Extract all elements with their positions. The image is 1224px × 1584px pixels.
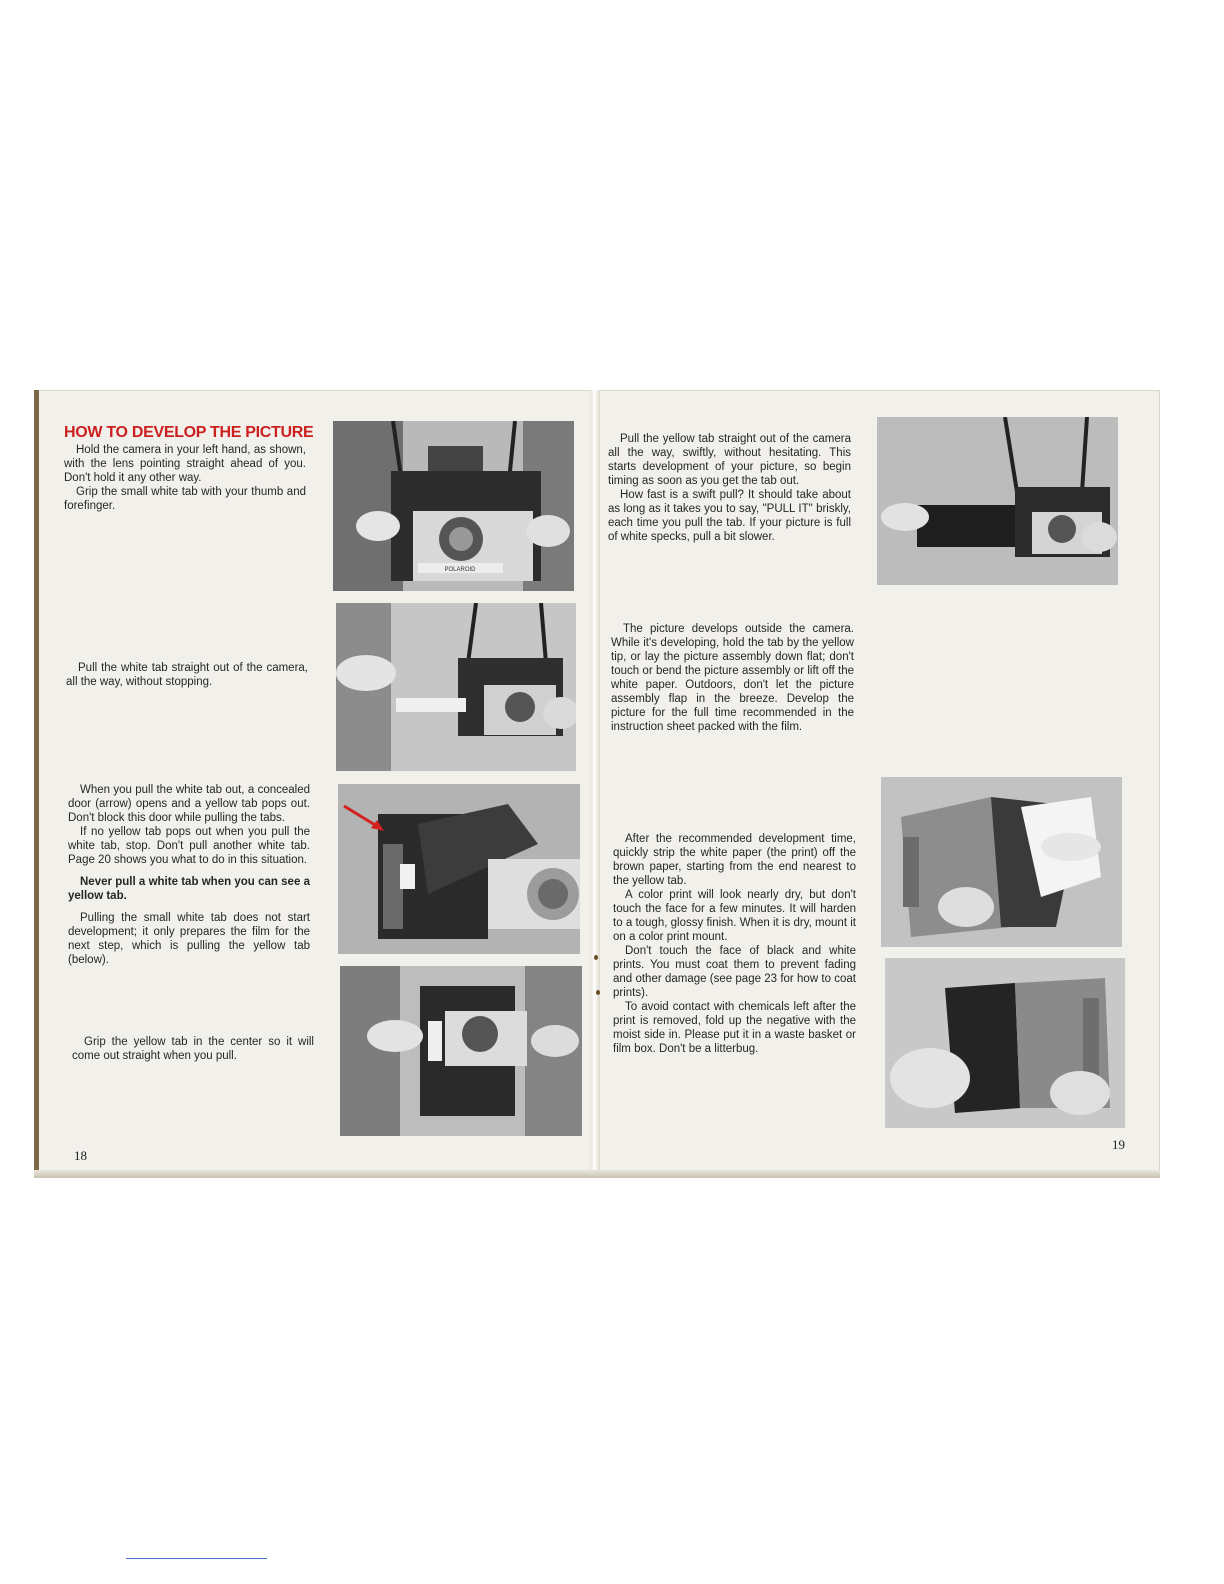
footer-link-underline[interactable]	[126, 1558, 267, 1559]
grip-yellow-paragraph: Grip the yellow tab in the center so it will come out straight when you pull.	[72, 1036, 314, 1062]
photo-grip-yellow-tab	[340, 966, 582, 1136]
after-paragraph-3: Don't touch the face of black and white prints. You must coat them to prevent fading and other damage (see page 23 for how to coat prints).	[613, 945, 856, 999]
photo-pull-yellow-tab	[877, 417, 1118, 585]
develop-text	[611, 622, 854, 734]
intro-paragraph-1: Hold the camera in your left hand, as shown, with the lens pointing straight ahead of you. Don't hold it any other way.	[64, 444, 306, 484]
strip-print-illustration	[881, 777, 1122, 947]
manual-spread	[34, 390, 1160, 1178]
after-paragraph-4: To avoid contact with chemicals left after the print is removed, fold up the negative with the moist side in. Please put it in a waste basket or film box. Don't be a litterbug.	[613, 1001, 856, 1055]
after-paragraph-2: A color print will look nearly dry, but don't touch the face for a few minutes. It will harden to a tough, glossy finish. When it is dry, mount it on a color print mount.	[613, 889, 856, 943]
concealed-door-illustration	[338, 784, 580, 954]
door-text	[68, 783, 310, 967]
page-number-right: 19	[1112, 1137, 1125, 1152]
door-paragraph-3: Pulling the small white tab does not start development; it only prepares the film for the next step, which is pulling the yellow tab (below).	[68, 912, 310, 966]
paper-speck	[596, 990, 600, 995]
intro-paragraph-2: Grip the small white tab with your thumb and forefinger.	[64, 486, 306, 512]
pull-white-paragraph: Pull the white tab straight out of the camera, all the way, without stopping.	[66, 662, 308, 688]
after-development-text	[613, 832, 856, 1056]
photo-concealed-door	[338, 784, 580, 954]
photo-fold-negative	[885, 958, 1125, 1128]
pull-yellow-text	[608, 432, 851, 544]
door-paragraph-1: When you pull the white tab out, a concealed door (arrow) opens and a yellow tab pops out. Don't block this door while pulling the tabs.	[68, 784, 310, 824]
grip-yellow-text	[72, 1035, 314, 1063]
pull-yellow-tab-illustration	[877, 417, 1118, 585]
center-gutter	[590, 390, 600, 1178]
hold-camera-illustration	[333, 421, 574, 591]
paper-speck	[594, 955, 598, 960]
page-bottom-edge	[34, 1170, 1160, 1178]
intro-text	[64, 443, 306, 513]
pull-white-tab-illustration	[336, 603, 576, 771]
after-paragraph-1: After the recommended development time, quickly strip the white paper (the print) off the brown paper, starting from the end nearest to the yellow tab.	[613, 833, 856, 887]
grip-yellow-tab-illustration	[340, 966, 582, 1136]
photo-pull-white-tab	[336, 603, 576, 771]
section-heading: HOW TO DEVELOP THE PICTURE	[64, 424, 314, 441]
photo-strip-print	[881, 777, 1122, 947]
door-paragraph-2: If no yellow tab pops out when you pull the white tab, stop. Don't pull another white tab. Page 20 shows you what to do in this situation.	[68, 826, 310, 866]
develop-paragraph: The picture develops outside the camera. While it's developing, hold the tab by the yellow tip, or lay the picture assembly down flat; don't touch or bend the picture assembly or lift off the white paper. Outdoors, don't let the picture assembly flap in the breeze. Develop the picture for the full time recommended in the instruction sheet packed with the film.	[611, 623, 854, 733]
photo-hold-camera	[333, 421, 574, 591]
warning-paragraph: Never pull a white tab when you can see a yellow tab.	[68, 876, 310, 902]
pull-white-text	[66, 661, 308, 689]
binding-edge	[34, 390, 39, 1178]
page-number-left: 18	[74, 1148, 87, 1163]
camera-brand-label: POLAROID	[444, 567, 476, 573]
pull-yellow-paragraph-1: Pull the yellow tab straight out of the camera all the way, swiftly, without hesitating. This starts development of your picture, so begin timing as soon as you get the tab out.	[608, 433, 851, 487]
pull-yellow-paragraph-2: How fast is a swift pull? It should take about as long as it takes you to say, "PULL IT" briskly, each time you pull the tab. If your picture is full of white specks, pull a bit slower.	[608, 489, 851, 543]
fold-negative-illustration	[885, 958, 1125, 1128]
